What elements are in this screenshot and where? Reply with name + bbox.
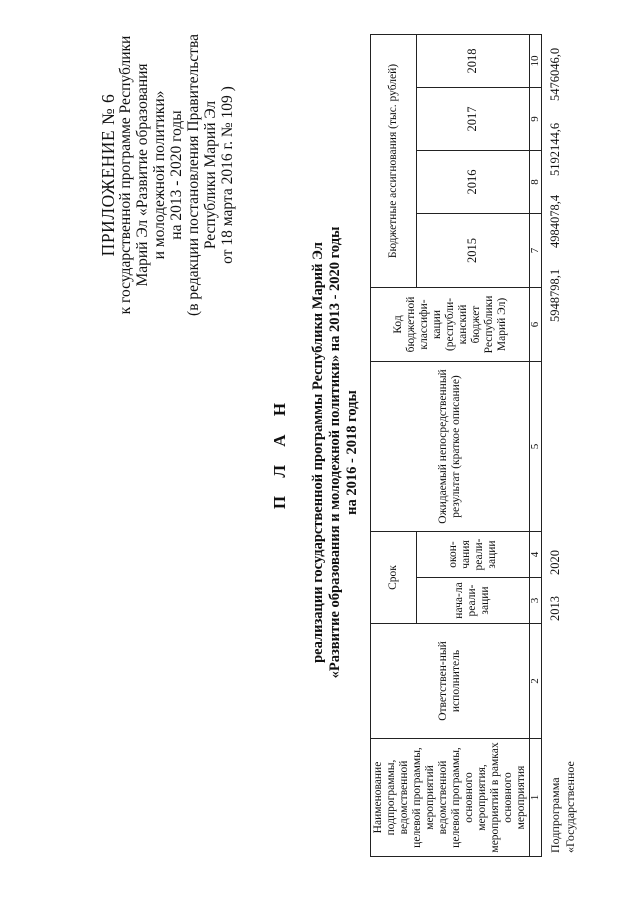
header-budget: Бюджетные ассигнования (тыс. рублей) (371, 34, 417, 287)
row-value-2017: 5192144,6 (548, 122, 562, 176)
column-number: 7 (530, 213, 542, 287)
header-year: 2018 (416, 34, 529, 87)
column-number: 3 (530, 578, 542, 624)
column-number: 6 (530, 287, 542, 361)
row-name: Подпрограмма «Государственное (548, 761, 577, 853)
header-term-start: нача-ла реали-зации (416, 578, 529, 624)
header-term-end: окон-чания реали-зации (416, 531, 529, 577)
column-number: 5 (530, 361, 542, 531)
appendix-line: к государственной программе Республики (117, 35, 134, 315)
header-term: Срок (371, 531, 417, 623)
column-number: 4 (530, 531, 542, 577)
header-year: 2015 (416, 213, 529, 287)
plan-line: реализации государственной программы Республики Марий Эл (310, 242, 326, 663)
plan-title-block (270, 120, 361, 785)
appendix-line: (в редакции постановления Правительства (185, 34, 202, 316)
row-value-2016: 4984078,4 (548, 194, 562, 248)
appendix-line: на 2013 - 2020 годы (168, 110, 185, 240)
plan-table (370, 34, 542, 857)
header-result: Ожидаемый непосредственный результат (краткое описание) (371, 361, 530, 531)
header-executor: Ответствен-ный исполнитель (371, 624, 530, 739)
row-value-2015: 5948798,1 (548, 268, 562, 322)
plan-heading: П Л А Н (270, 395, 289, 510)
header-code: Код бюджетной классифи-кации (республи-канский бюджет Республики Марий Эл) (371, 287, 530, 361)
row-start: 2013 (548, 596, 562, 621)
column-number: 9 (530, 87, 542, 150)
header-year: 2017 (416, 87, 529, 150)
table-row (548, 35, 588, 857)
appendix-line: Республики Марий Эл (202, 100, 219, 250)
plan-line: «Развитие образования и молодежной политики» на 2013 - 2020 годы (327, 226, 343, 679)
appendix-line: Марий Эл «Развитие образования (134, 63, 151, 287)
appendix-line: и молодежной политики» (151, 90, 168, 260)
row-end: 2020 (548, 550, 562, 575)
appendix-line: от 18 марта 2016 г. № 109 ) (219, 86, 236, 264)
appendix-block (100, 25, 236, 325)
header-name: Наименование подпрограммы, ведомственной целевой программы, мероприятий ведомственной целевой программы, основного мероприятия, мероприятий в рамках основного мероприятия (371, 739, 530, 857)
column-number: 8 (530, 150, 542, 213)
column-number: 1 (530, 739, 542, 857)
appendix-title: ПРИЛОЖЕНИЕ № 6 (98, 93, 118, 257)
header-year: 2016 (416, 150, 529, 213)
column-number: 10 (530, 34, 542, 87)
plan-line: на 2016 - 2018 годы (344, 390, 360, 515)
column-number: 2 (530, 624, 542, 739)
row-value-2018: 5476046,0 (548, 47, 562, 101)
